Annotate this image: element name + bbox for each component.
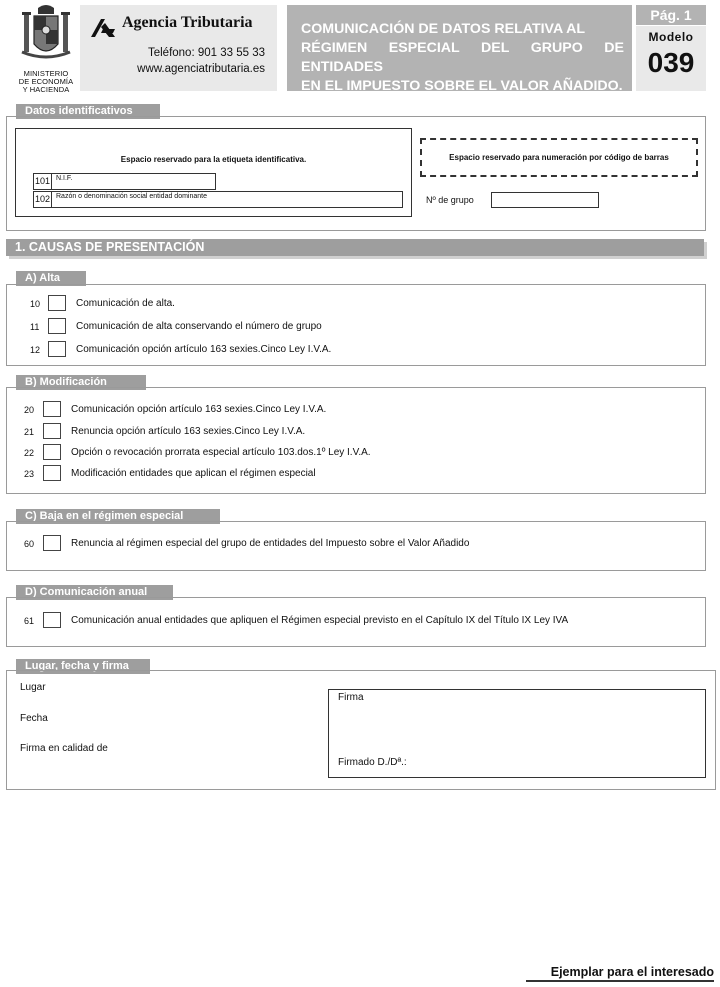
item-code: 20 — [24, 405, 35, 415]
checkbox-anual[interactable] — [43, 612, 61, 628]
agency-phone: Teléfono: 901 33 55 33 — [147, 47, 265, 59]
tab-modificacion: B) Modificación — [16, 375, 146, 390]
item-code: 21 — [24, 427, 35, 437]
checkbox-alta-conservando[interactable] — [48, 318, 66, 334]
checkbox-alta[interactable] — [48, 295, 66, 311]
barcode-space-text: Espacio reservado para numeración por código de barras — [449, 153, 669, 162]
item-code: 12 — [30, 345, 41, 355]
item-label: Comunicación anual entidades que apliquen el Régimen especial previsto en el Capítulo IX del Título IX Ley IVA — [71, 615, 569, 626]
checkbox-mod-renuncia[interactable] — [43, 423, 61, 439]
coat-of-arms-icon — [20, 4, 72, 68]
form-title: COMUNICACIÓN DE DATOS RELATIVA AL RÉGIMEN ESPECIAL DEL GRUPO DE ENTIDADES EN EL IMPUESTO SOBRE EL VALOR AÑADIDO. — [287, 5, 632, 91]
item-code: 22 — [24, 448, 35, 458]
agency-website: www.agenciatributaria.es — [137, 63, 265, 75]
item-code: 10 — [30, 299, 41, 309]
checkbox-mod-opcion[interactable] — [43, 401, 61, 417]
firma-label: Firma — [338, 692, 364, 703]
agency-name: Agencia Tributaria — [122, 14, 253, 31]
item-code: 60 — [24, 539, 35, 549]
firmado-label: Firmado D./Dª.: — [338, 757, 407, 768]
nif-code: 101 — [34, 174, 52, 189]
item-label: Comunicación opción artículo 163 sexies.Cinco Ley I.V.A. — [76, 344, 332, 355]
barcode-space-box — [420, 138, 698, 177]
tab-comunicacion-anual: D) Comunicación anual — [16, 585, 173, 600]
checkbox-alta-opcion[interactable] — [48, 341, 66, 357]
item-label: Comunicación de alta. — [76, 298, 175, 309]
modelo-number: 039 — [647, 47, 695, 78]
page-number: Pág. 1 — [636, 5, 706, 25]
ministry-name: MINISTERIO DE ECONOMÍA Y HACIENDA — [18, 69, 74, 94]
signature-box[interactable] — [328, 689, 706, 778]
lugar-label: Lugar — [20, 682, 46, 693]
item-code: 23 — [24, 469, 35, 479]
label-space-text: Espacio reservado para la etiqueta identificativa. — [120, 155, 307, 164]
checkbox-mod-prorrata[interactable] — [43, 444, 61, 460]
item-label: Modificación entidades que aplican el régimen especial — [71, 468, 316, 479]
firma-calidad-label: Firma en calidad de — [20, 743, 108, 754]
razon-social-field[interactable] — [33, 191, 403, 208]
agency-logo-icon — [89, 17, 117, 39]
tab-alta: A) Alta — [16, 271, 86, 286]
checkbox-baja-renuncia[interactable] — [43, 535, 61, 551]
tab-baja: C) Baja en el régimen especial — [16, 509, 220, 524]
agency-header — [80, 5, 277, 91]
nif-label: N.I.F. — [56, 175, 73, 182]
nif-field[interactable] — [33, 173, 216, 190]
item-code: 11 — [30, 322, 40, 332]
copy-label: Ejemplar para el interesado — [526, 965, 714, 982]
item-label: Opción o revocación prorrata especial artículo 103.dos.1º Ley I.V.A. — [71, 447, 371, 458]
razon-code: 102 — [34, 192, 52, 207]
razon-label: Razón o denominación social entidad dominante — [56, 193, 207, 200]
item-label: Comunicación opción artículo 163 sexies.Cinco Ley I.V.A. — [71, 404, 327, 415]
section-causas-presentacion: 1. CAUSAS DE PRESENTACIÓN — [6, 239, 704, 256]
spanish-coat-of-arms — [14, 4, 78, 94]
fecha-label: Fecha — [20, 713, 48, 724]
grupo-input[interactable] — [491, 192, 599, 208]
item-label: Renuncia opción artículo 163 sexies.Cinco Ley I.V.A. — [71, 426, 306, 437]
tab-lugar-fecha-firma: Lugar, fecha y firma — [16, 659, 150, 674]
item-code: 61 — [24, 616, 35, 626]
item-label: Comunicación de alta conservando el número de grupo — [76, 321, 322, 332]
modelo-label: Modelo — [648, 30, 694, 44]
checkbox-mod-entidades[interactable] — [43, 465, 61, 481]
modelo-box — [636, 26, 706, 91]
tab-datos-identificativos: Datos identificativos — [16, 104, 160, 119]
grupo-label: Nº de grupo — [426, 195, 474, 205]
item-label: Renuncia al régimen especial del grupo de entidades del Impuesto sobre el Valor Añadido — [71, 538, 470, 549]
